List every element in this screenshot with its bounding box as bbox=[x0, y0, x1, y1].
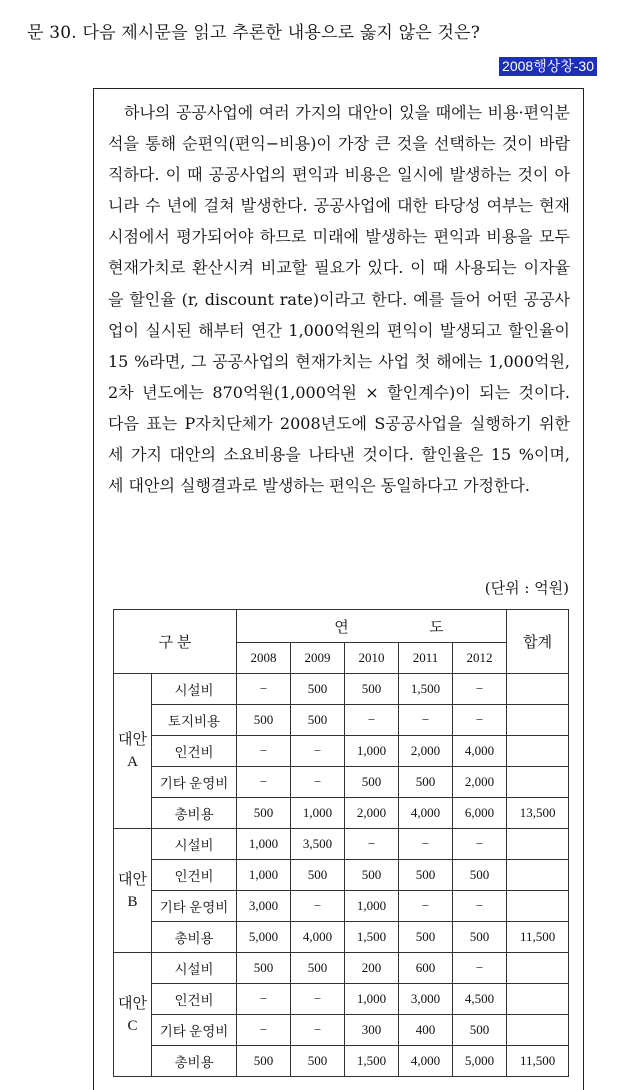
table-row bbox=[114, 1015, 569, 1046]
cost-value: − bbox=[291, 1015, 345, 1046]
cost-value: − bbox=[237, 674, 291, 705]
table-row bbox=[114, 829, 569, 860]
cost-total bbox=[507, 984, 569, 1015]
cost-value: − bbox=[237, 736, 291, 767]
cost-value: 500 bbox=[345, 674, 399, 705]
header-year: 2009 bbox=[291, 643, 345, 674]
cost-value: − bbox=[453, 953, 507, 984]
cost-value: 200 bbox=[345, 953, 399, 984]
cost-value: 3,000 bbox=[237, 891, 291, 922]
cost-total bbox=[507, 953, 569, 984]
cost-item: 인건비 bbox=[152, 860, 237, 891]
cost-value: 4,000 bbox=[399, 798, 453, 829]
alternative-label bbox=[114, 674, 152, 829]
header-category: 구 분 bbox=[114, 610, 237, 674]
cost-value: 500 bbox=[345, 860, 399, 891]
header-year: 2010 bbox=[345, 643, 399, 674]
cost-value: − bbox=[453, 829, 507, 860]
passage-body: 하나의 공공사업에 여러 가지의 대안이 있을 때에는 비용·편익분석을 통해 순편익(편익−비용)이 가장 큰 것을 선택하는 것이 바람직하다. 이 때 공공사업의 편익과 비용은 일시에 발생하는 것이 아니라 수 년에 걸쳐 발생한다. 공공사업에 대한 타당성 여부는 현재시점에서 평가되어야 하므로 미래에 발생하는 편익과 비용을 모두 현재가치로 환산시켜 비교할 필요가 있다. 이 때 사용되는 이자율을 할인율 (r, discount rate)이라고 한다. 예를 들어 어떤 공공사업이 실시된 해부터 연간 1,000억원의 편익이 발생되고 할인율이 15 %라면, 그 공공사업의 현재가치는 사업 첫 해에는 1,000억원, 2차 년도에는 870억원(1,000억원 × 할인계수)이 되는 것이다. 다음 표는 P자치단체가 2008년도에 S공공사업을 실행하기 위한 세 가지 대안의 소요비용을 나타낸 것이다. 할인율은 15 %이며, 세 대안의 실행결과로 발생하는 편익은 동일하다고 가정한다. bbox=[108, 103, 570, 496]
cost-value: 300 bbox=[345, 1015, 399, 1046]
cost-value: 500 bbox=[453, 1015, 507, 1046]
cost-value: 500 bbox=[399, 767, 453, 798]
cost-value: − bbox=[345, 829, 399, 860]
cost-value: − bbox=[399, 829, 453, 860]
header-total: 합계 bbox=[507, 610, 569, 674]
passage-text bbox=[108, 97, 570, 501]
cost-value: − bbox=[291, 767, 345, 798]
source-tag: 2008행상창-30 bbox=[499, 57, 597, 76]
cost-value: 1,000 bbox=[345, 891, 399, 922]
cost-value: 500 bbox=[399, 860, 453, 891]
cost-value: 4,500 bbox=[453, 984, 507, 1015]
cost-value: 500 bbox=[453, 922, 507, 953]
cost-value: 4,000 bbox=[291, 922, 345, 953]
cost-value: − bbox=[399, 705, 453, 736]
cost-value: 500 bbox=[291, 674, 345, 705]
cost-value: − bbox=[237, 984, 291, 1015]
cost-value: 500 bbox=[345, 767, 399, 798]
cost-item: 인건비 bbox=[152, 736, 237, 767]
cost-value: 1,000 bbox=[345, 984, 399, 1015]
cost-value: 500 bbox=[237, 953, 291, 984]
header-row-1 bbox=[114, 610, 569, 643]
alternative-label-word: 대안 bbox=[118, 871, 147, 888]
cost-total bbox=[507, 705, 569, 736]
cost-total bbox=[507, 1015, 569, 1046]
cost-value: 1,000 bbox=[345, 736, 399, 767]
cost-value: − bbox=[291, 984, 345, 1015]
cost-total: 11,500 bbox=[507, 1046, 569, 1077]
table-row bbox=[114, 860, 569, 891]
alternative-label-letter: B bbox=[127, 893, 138, 910]
cost-value: 500 bbox=[291, 860, 345, 891]
cost-value: 3,000 bbox=[399, 984, 453, 1015]
cost-total bbox=[507, 674, 569, 705]
header-year: 2012 bbox=[453, 643, 507, 674]
table-row bbox=[114, 1046, 569, 1077]
cost-value: 2,000 bbox=[399, 736, 453, 767]
alternative-label bbox=[114, 829, 152, 953]
cost-value: 500 bbox=[291, 953, 345, 984]
cost-value: 500 bbox=[291, 705, 345, 736]
alternative-label bbox=[114, 953, 152, 1077]
table-unit: (단위 : 억원) bbox=[484, 579, 569, 597]
table-row bbox=[114, 922, 569, 953]
header-year: 2008 bbox=[237, 643, 291, 674]
cost-value: 2,000 bbox=[453, 767, 507, 798]
header-year: 2011 bbox=[399, 643, 453, 674]
table-row bbox=[114, 891, 569, 922]
cost-value: 400 bbox=[399, 1015, 453, 1046]
cost-value: 1,000 bbox=[291, 798, 345, 829]
cost-value: − bbox=[453, 674, 507, 705]
header-year-char-2: 도 bbox=[429, 619, 444, 636]
cost-value: − bbox=[453, 891, 507, 922]
cost-item: 기타 운영비 bbox=[152, 767, 237, 798]
cost-value: − bbox=[399, 891, 453, 922]
cost-value: 4,000 bbox=[453, 736, 507, 767]
alternative-label-word: 대안 bbox=[118, 732, 147, 748]
cost-total: 11,500 bbox=[507, 922, 569, 953]
cost-value: 2,000 bbox=[345, 798, 399, 829]
cost-total bbox=[507, 860, 569, 891]
cost-value: 1,000 bbox=[237, 829, 291, 860]
cost-item: 총비용 bbox=[152, 922, 237, 953]
cost-value: − bbox=[237, 1015, 291, 1046]
cost-value: − bbox=[291, 736, 345, 767]
cost-value: 5,000 bbox=[237, 922, 291, 953]
table-row bbox=[114, 953, 569, 984]
cost-item: 토지비용 bbox=[152, 705, 237, 736]
cost-item: 시설비 bbox=[152, 829, 237, 860]
cost-total bbox=[507, 767, 569, 798]
cost-value: 500 bbox=[453, 860, 507, 891]
table-row bbox=[114, 736, 569, 767]
cost-total bbox=[507, 829, 569, 860]
cost-value: 4,000 bbox=[399, 1046, 453, 1077]
cost-item: 기타 운영비 bbox=[152, 891, 237, 922]
cost-value: 1,500 bbox=[399, 674, 453, 705]
cost-value: 5,000 bbox=[453, 1046, 507, 1077]
cost-value: 6,000 bbox=[453, 798, 507, 829]
cost-item: 총비용 bbox=[152, 798, 237, 829]
alternative-label-letter: A bbox=[127, 754, 138, 770]
table-row bbox=[114, 674, 569, 705]
cost-item: 기타 운영비 bbox=[152, 1015, 237, 1046]
cost-table bbox=[113, 609, 569, 1077]
cost-value: 1,000 bbox=[237, 860, 291, 891]
cost-total bbox=[507, 891, 569, 922]
alternative-label-word: 대안 bbox=[118, 995, 147, 1012]
cost-total: 13,500 bbox=[507, 798, 569, 829]
cost-total bbox=[507, 736, 569, 767]
cost-value: 1,500 bbox=[345, 1046, 399, 1077]
cost-value: 1,500 bbox=[345, 922, 399, 953]
table-row bbox=[114, 705, 569, 736]
alternative-label-letter: C bbox=[127, 1017, 138, 1034]
header-year-group bbox=[237, 610, 507, 643]
cost-item: 총비용 bbox=[152, 1046, 237, 1077]
cost-value: 500 bbox=[237, 798, 291, 829]
cost-value: − bbox=[237, 767, 291, 798]
cost-value: − bbox=[453, 705, 507, 736]
cost-item: 시설비 bbox=[152, 953, 237, 984]
cost-value: − bbox=[291, 891, 345, 922]
cost-value: 500 bbox=[399, 922, 453, 953]
cost-value: 3,500 bbox=[291, 829, 345, 860]
cost-value: 600 bbox=[399, 953, 453, 984]
question-title: 문 30. 다음 제시문을 읽고 추론한 내용으로 옳지 않은 것은? bbox=[27, 23, 481, 43]
cost-value: − bbox=[345, 705, 399, 736]
cost-value: 500 bbox=[237, 705, 291, 736]
table-row bbox=[114, 798, 569, 829]
cost-value: 500 bbox=[237, 1046, 291, 1077]
table-row bbox=[114, 984, 569, 1015]
cost-item: 인건비 bbox=[152, 984, 237, 1015]
cost-value: 500 bbox=[291, 1046, 345, 1077]
cost-item: 시설비 bbox=[152, 674, 237, 705]
table-row bbox=[114, 767, 569, 798]
header-year-char-1: 연 bbox=[334, 619, 349, 636]
